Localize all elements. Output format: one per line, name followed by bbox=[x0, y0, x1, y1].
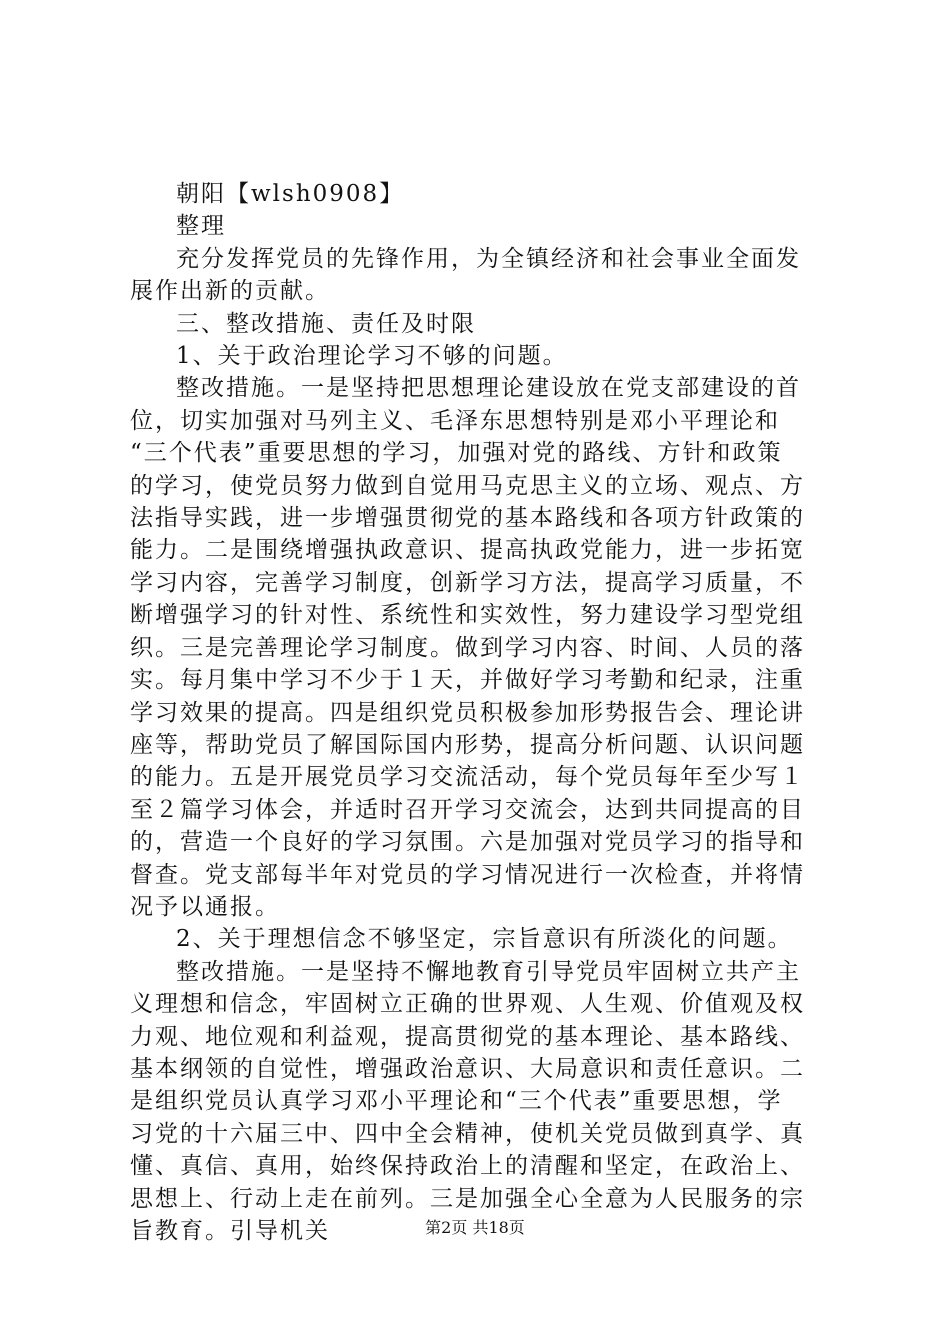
text-line: 织。三是完善理论学习制度。做到学习内容、时间、人员的落 bbox=[130, 634, 805, 661]
text-line: 的，营造一个良好的学习氛围。六是加强对党员学习的指导和 bbox=[130, 829, 805, 856]
text-line: 充分发挥党员的先锋作用，为全镇经济和社会事业全面发 bbox=[176, 245, 801, 272]
text-line: 学习效果的提高。四是组织党员积极参加形势报告会、理论讲 bbox=[130, 699, 805, 726]
text-line: 懂、真信、真用，始终保持政治上的清醒和坚定，在政治上、 bbox=[130, 1153, 805, 1180]
text-line: 的能力。五是开展党员学习交流活动，每个党员每年至少写１ bbox=[130, 764, 805, 791]
text-line: 至２篇学习体会，并适时召开学习交流会，达到共同提高的目 bbox=[130, 796, 805, 823]
text-line: 的学习，使党员努力做到自觉用马克思主义的立场、观点、方 bbox=[130, 472, 805, 499]
text-line: 位，切实加强对马列主义、毛泽东思想特别是邓小平理论和 bbox=[130, 407, 780, 434]
text-line: “三个代表”重要思想的学习，加强对党的路线、方针和政策 bbox=[130, 440, 783, 467]
text-line: 旨教育。引导机关 bbox=[130, 1218, 330, 1244]
text-line: 三、整改措施、责任及时限 bbox=[176, 310, 476, 337]
text-line: 展作出新的贡献。 bbox=[130, 278, 330, 305]
text-line: 2、关于理想信念不够坚定，宗旨意识有所淡化的问题。 bbox=[176, 926, 793, 953]
text-line: 座等，帮助党员了解国际国内形势，提高分析问题、认识问题 bbox=[130, 731, 805, 758]
text-line: 思想上、行动上走在前列。三是加强全心全意为人民服务的宗 bbox=[130, 1185, 805, 1212]
text-line: 是组织党员认真学习邓小平理论和“三个代表”重要思想，学 bbox=[130, 1088, 783, 1115]
text-line: 整理 bbox=[176, 213, 226, 240]
text-line: 法指导实践，进一步增强贯彻党的基本路线和各项方针政策的 bbox=[130, 505, 805, 532]
page-footer: 第2页 共18页 bbox=[425, 1218, 525, 1237]
text-line: 学习内容，完善学习制度，创新学习方法，提高学习质量，不 bbox=[130, 569, 805, 596]
text-line: 能力。二是围绕增强执政意识、提高执政党能力，进一步拓宽 bbox=[130, 537, 805, 564]
text-line: 整改措施。一是坚持不懈地教育引导党员牢固树立共产主 bbox=[176, 958, 801, 985]
text-line: 基本纲领的自觉性，增强政治意识、大局意识和责任意识。二 bbox=[130, 1055, 805, 1082]
text-line: 整改措施。一是坚持把思想理论建设放在党支部建设的首 bbox=[176, 375, 801, 402]
text-line: 况予以通报。 bbox=[130, 893, 280, 920]
text-line: 朝阳【wlsh0908】 bbox=[176, 181, 405, 207]
text-line: 习党的十六届三中、四中全会精神，使机关党员做到真学、真 bbox=[130, 1120, 805, 1147]
text-line: 力观、地位观和利益观，提高贯彻党的基本理论、基本路线、 bbox=[130, 1023, 805, 1050]
document-body bbox=[130, 178, 850, 1247]
text-line: 实。每月集中学习不少于１天，并做好学习考勤和纪录，注重 bbox=[130, 667, 805, 694]
text-line: 督查。党支部每半年对党员的学习情况进行一次检查，并将情 bbox=[130, 861, 805, 888]
text-line: 义理想和信念，牢固树立正确的世界观、人生观、价值观及权 bbox=[130, 991, 805, 1018]
text-line: 断增强学习的针对性、系统性和实效性，努力建设学习型党组 bbox=[130, 602, 805, 629]
text-line: 1、关于政治理论学习不够的问题。 bbox=[176, 343, 568, 370]
